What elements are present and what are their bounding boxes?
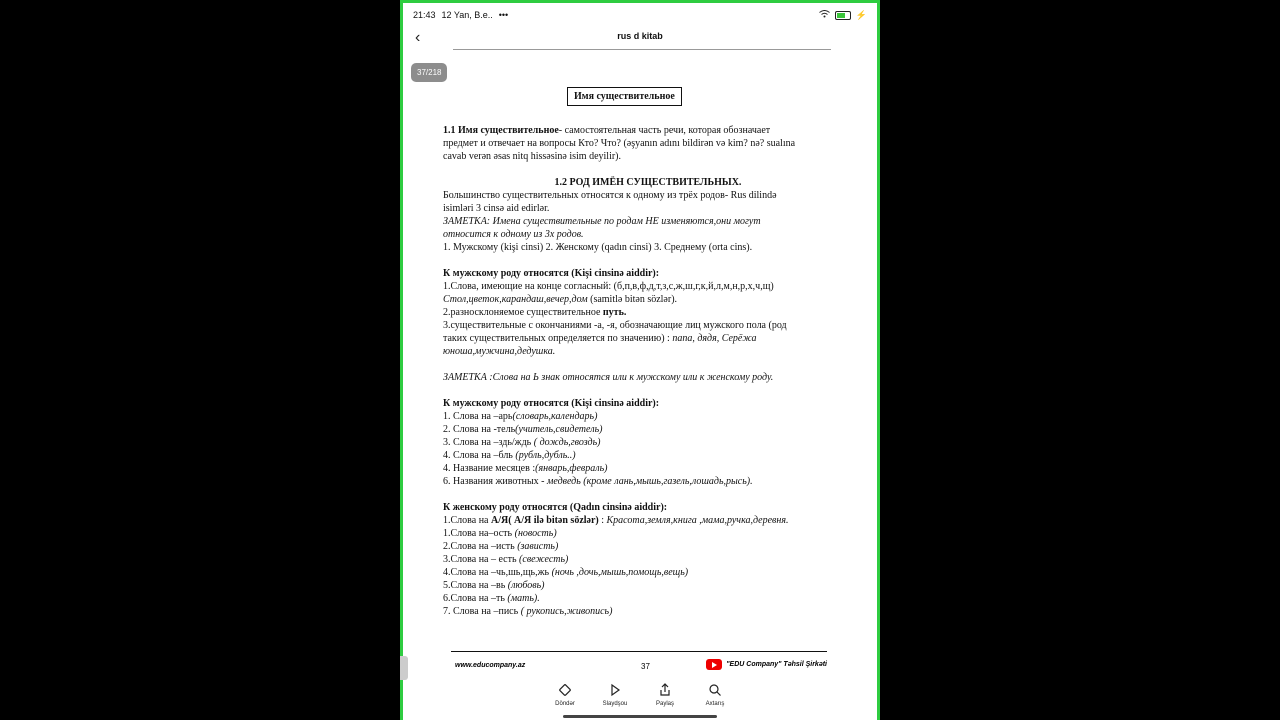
rotate-button[interactable]: Döndər: [553, 683, 577, 715]
list-item: 2.Слова на –исть (зависть): [443, 541, 559, 552]
text-line: юноша,мужчина,дедушка.: [443, 346, 556, 357]
list-item: 4. Название месяцев :(январь,февраль): [443, 463, 608, 474]
feminine-list: [443, 527, 853, 618]
section-heading: К женскому роду относятся (Qadın cinsinə aiddir):: [443, 502, 668, 513]
list-item: 2. Слова на -тель(учитель,свидетель): [443, 424, 603, 435]
text-line: 1.Слова, имеющие на конце согласный: (б,п,в,ф,д,т,з,с,ж,ш,г,к,й,л,м,н,р,х,ч,щ): [443, 281, 774, 292]
text-line: isimləri 3 cinsə aid edirlər.: [443, 203, 550, 214]
slideshow-button[interactable]: Slaydşou: [603, 683, 627, 715]
status-time: 21:43: [413, 10, 436, 20]
masculine-list: [443, 410, 853, 488]
footer-website: www.educompany.az: [455, 662, 526, 669]
back-button[interactable]: ‹: [415, 29, 421, 46]
battery-icon: [835, 11, 851, 20]
header: [403, 25, 877, 51]
header-divider: [453, 49, 831, 50]
charging-icon: ⚡: [855, 9, 867, 20]
side-panel-handle[interactable]: [400, 656, 408, 680]
section-heading: 1.2 РОД ИМЁН СУЩЕСТВИТЕЛЬНЫХ.: [554, 177, 742, 188]
document-page: [443, 87, 853, 618]
list-item: 4. Слова на –бль (рубль,дубль..): [443, 450, 576, 461]
text-line: 2.разносклоняемое существительное путь.: [443, 307, 627, 318]
list-item: 5.Слова на –вь (любовь): [443, 580, 545, 591]
paragraph-1-1: 1.1 Имя существительное- самостоятельная часть речи, которая обозначает: [443, 125, 771, 136]
reader-window: [400, 0, 880, 720]
list-item: 7. Слова на –пись ( рукопись,живопись): [443, 606, 613, 617]
footer-brand: "EDU Company" Təhsil Şirkəti: [706, 659, 827, 670]
list-item: 3. Слова на –здь/ждь ( дождь,гвоздь): [443, 437, 601, 448]
page-footer: [451, 651, 827, 671]
share-icon: [658, 683, 672, 699]
wifi-icon: [819, 10, 830, 20]
search-button[interactable]: Axtarış: [703, 683, 727, 715]
genders-line: 1. Мужскому (kişi cinsi) 2. Женскому (qadın cinsi) 3. Среднему (orta cins).: [443, 242, 753, 253]
text-line: cavab verən əsas nitq hissəsinə isim deyilir).: [443, 151, 622, 162]
youtube-icon: [706, 659, 722, 670]
text-line: 1.Слова на А/Я( А/Я ilə bitən sözlər) : Красота,земля,книга ,мама,ручка,деревня.: [443, 515, 789, 526]
note-line: относится к одному из 3х родов.: [443, 229, 584, 240]
status-date: 12 Yan, B.e..: [441, 10, 493, 20]
section-heading: К мужскому роду относятся (Kişi cinsinə aiddir):: [443, 268, 660, 279]
footer-page-number: 37: [641, 662, 650, 671]
list-item: 1. Слова на –арь(словарь,календарь): [443, 411, 598, 422]
play-icon: [608, 683, 622, 699]
note-line: ЗАМЕТКА: Имена существительные по родам НЕ изменяются,они могут: [443, 216, 761, 227]
page-indicator: 37/218: [411, 63, 447, 82]
text-line: Большинство существительных относятся к одному из трёх родов- Rus dilində: [443, 190, 777, 201]
text-line: таких существительных определяется по значению) : папа, дядя, Серёжа: [443, 333, 757, 344]
text-line: Стол,цветок,карандаш,вечер,дом (samitlə bitən sözlər).: [443, 294, 678, 305]
status-dots: •••: [498, 10, 509, 20]
document-title: rus d kitab: [617, 31, 663, 41]
text-line: предмет и отвечает на вопросы Кто? Что? (əşyanın adını bildirən və kim? nə? sualına: [443, 138, 796, 149]
list-item: 6. Названия животных - медведь (кроме лань,мышь,газель,лошадь,рысь).: [443, 476, 753, 487]
status-bar: [413, 8, 867, 22]
note-line: ЗАМЕТКА :Слова на Ь знак относятся или к мужскому или к женскому роду.: [443, 372, 774, 383]
list-item: 1.Слова на–ость (новость): [443, 528, 557, 539]
rotate-icon: [558, 683, 572, 699]
list-item: 3.Слова на – есть (свежесть): [443, 554, 569, 565]
search-icon: [708, 683, 722, 699]
list-item: 6.Слова на –ть (мать).: [443, 593, 540, 604]
list-item: 4.Слова на –чь,шь,щь,жь (ночь ,дочь,мышь,помощь,вещь): [443, 567, 689, 578]
home-indicator[interactable]: [563, 715, 717, 718]
section-heading: К мужскому роду относятся (Kişi cinsinə aiddir):: [443, 398, 660, 409]
text-line: 3.существительные с окончаниями -а, -я, обозначающие лиц мужского пола (род: [443, 320, 787, 331]
boxed-heading: Имя существительное: [567, 87, 682, 106]
share-button[interactable]: Paylaş: [653, 683, 677, 715]
bottom-toolbar: [403, 683, 877, 715]
